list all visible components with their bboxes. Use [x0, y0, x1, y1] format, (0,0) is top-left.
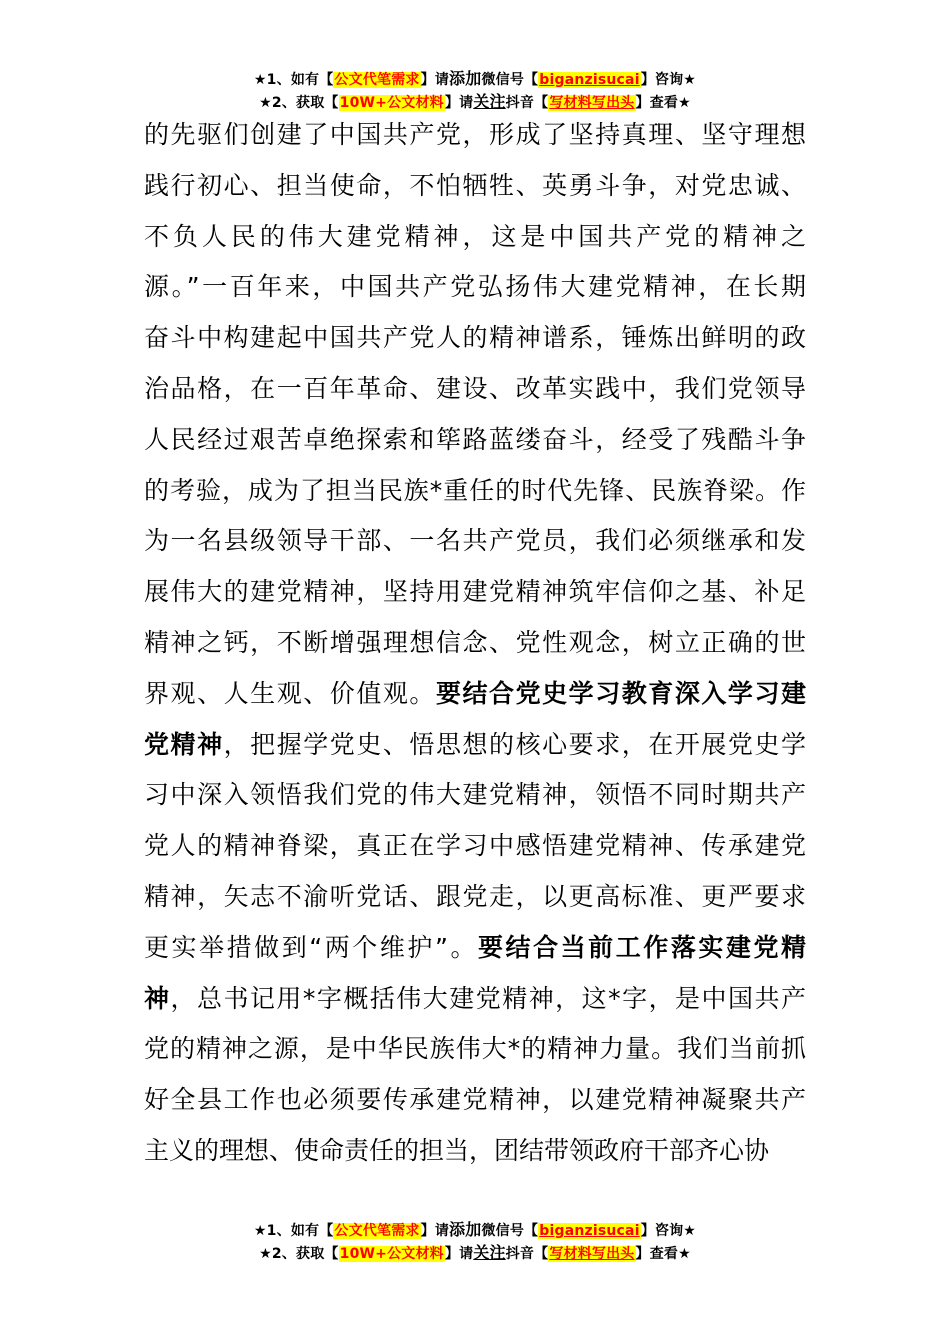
body-text-segment: 党人的精神脊梁，真正在学习中感悟建党精神、传承建党 — [144, 831, 806, 861]
banner-text: 微信号【 — [481, 72, 539, 88]
banner-text: 】查看★ — [635, 1246, 691, 1262]
body-line — [144, 516, 806, 567]
body-line — [144, 313, 806, 364]
footer-banner-line-2 — [0, 1242, 950, 1265]
body-line — [144, 618, 806, 669]
body-text-segment: 界观、人生观、价值观。 — [144, 678, 436, 708]
douyin-account-highlight: 写材料写出头 — [549, 1246, 635, 1262]
body-text-segment: 为一名县级领导干部、一名共产党员，我们必须继承和发 — [144, 526, 806, 556]
body-line — [144, 872, 806, 923]
body-text-segment: ，总书记用*字概括伟大建党精神，这*字，是中国共产 — [170, 983, 806, 1013]
banner-text: ★1、如有【 — [253, 72, 334, 88]
banner-text: ★1、如有【 — [253, 1223, 334, 1239]
body-text-segment: ，把握学党史、悟思想的核心要求，在开展党史学 — [223, 729, 806, 759]
banner-emphasis: 添加 — [449, 1220, 482, 1239]
banner-text: 】请 — [420, 1223, 450, 1239]
body-text-segment: 治品格，在一百年革命、建设、改革实践中，我们党领导 — [144, 373, 806, 403]
body-text-segment: 的先驱们创建了中国共产党，形成了坚持真理、坚守理想 — [144, 120, 806, 149]
banner-text: 抖音【 — [505, 1246, 549, 1262]
banner-text: 】请 — [444, 1246, 474, 1262]
bold-emphasis-text: 要结合党史学习教育深入学习建 — [435, 678, 806, 708]
body-line — [144, 567, 806, 618]
banner-text: 微信号【 — [481, 1223, 539, 1239]
bold-emphasis-text: 党精神 — [144, 729, 224, 759]
banner-text: 】咨询★ — [640, 72, 697, 88]
footer-banner-line-1 — [0, 1219, 950, 1242]
wechat-id-highlight: biganzisucai — [539, 72, 640, 88]
banner-highlight: 公文代笔需求 — [334, 1223, 420, 1239]
body-text-segment: 精神之钙，不断增强理想信念、党性观念，树立正确的世 — [144, 627, 806, 657]
body-line — [144, 212, 806, 263]
body-text-segment: 精神，矢志不渝听党话、跟党走，以更高标准、更严要求 — [144, 881, 806, 911]
body-line — [144, 669, 806, 720]
banner-text: 】查看★ — [635, 95, 691, 111]
banner-text: 】咨询★ — [640, 1223, 697, 1239]
body-text-segment: 展伟大的建党精神，坚持用建党精神筑牢信仰之基、补足 — [144, 577, 806, 607]
body-line — [144, 161, 806, 212]
body-line — [144, 770, 806, 821]
body-line — [144, 821, 806, 872]
body-line — [144, 720, 806, 771]
banner-text: ★2、获取【 — [259, 1246, 339, 1262]
banner-text: 】请 — [420, 72, 450, 88]
footer-banner — [0, 1219, 950, 1265]
body-text-segment: 党的精神之源，是中华民族伟大*的精神力量。我们当前抓 — [144, 1034, 806, 1064]
banner-emphasis: 关注 — [473, 92, 506, 111]
banner-text: 抖音【 — [505, 95, 549, 111]
body-line — [144, 1024, 806, 1075]
body-line — [144, 110, 806, 161]
body-text-segment: 人民经过艰苦卓绝探索和筚路蓝缕奋斗，经受了残酷斗争 — [144, 424, 806, 454]
body-line — [144, 1126, 806, 1177]
body-text-segment: 习中深入领悟我们党的伟大建党精神，领悟不同时期共产 — [144, 780, 806, 810]
body-line — [144, 1075, 806, 1126]
body-line — [144, 364, 806, 415]
document-body — [144, 110, 806, 1177]
banner-highlight: 10W+公文材料 — [339, 1246, 444, 1262]
body-text-segment: 源。”一百年来，中国共产党弘扬伟大建党精神，在长期 — [144, 272, 806, 302]
banner-highlight: 10W+公文材料 — [339, 95, 444, 111]
body-line — [144, 466, 806, 517]
body-text-segment: 奋斗中构建起中国共产党人的精神谱系，锤炼出鲜明的政 — [144, 323, 806, 353]
bold-emphasis-text: 要结合当前工作落实建党精 — [478, 932, 806, 962]
banner-highlight: 公文代笔需求 — [334, 72, 420, 88]
banner-emphasis: 关注 — [473, 1243, 506, 1262]
header-banner — [0, 68, 950, 114]
body-line — [144, 974, 806, 1025]
body-text-segment: 践行初心、担当使命，不怕牺牲、英勇斗争，对党忠诚、 — [144, 170, 806, 200]
banner-text: ★2、获取【 — [259, 95, 339, 111]
body-text-segment: 不负人民的伟大建党精神，这是中国共产党的精神之 — [144, 221, 806, 251]
body-line — [144, 923, 806, 974]
body-line — [144, 262, 806, 313]
body-text-segment: 更实举措做到“两个维护”。 — [144, 932, 478, 962]
body-text-segment: 好全县工作也必须要传承建党精神，以建党精神凝聚共产 — [144, 1085, 806, 1115]
douyin-account-highlight: 写材料写出头 — [549, 95, 635, 111]
bold-emphasis-text: 神 — [144, 983, 171, 1013]
wechat-id-highlight: biganzisucai — [539, 1223, 640, 1239]
header-banner-line-1 — [0, 68, 950, 91]
banner-text: 】请 — [444, 95, 474, 111]
body-text-segment: 的考验，成为了担当民族*重任的时代先锋、民族脊梁。作 — [144, 475, 806, 505]
body-text-segment: 主义的理想、使命责任的担当，团结带领政府干部齐心协 — [144, 1135, 770, 1165]
body-line — [144, 415, 806, 466]
banner-emphasis: 添加 — [449, 69, 482, 88]
